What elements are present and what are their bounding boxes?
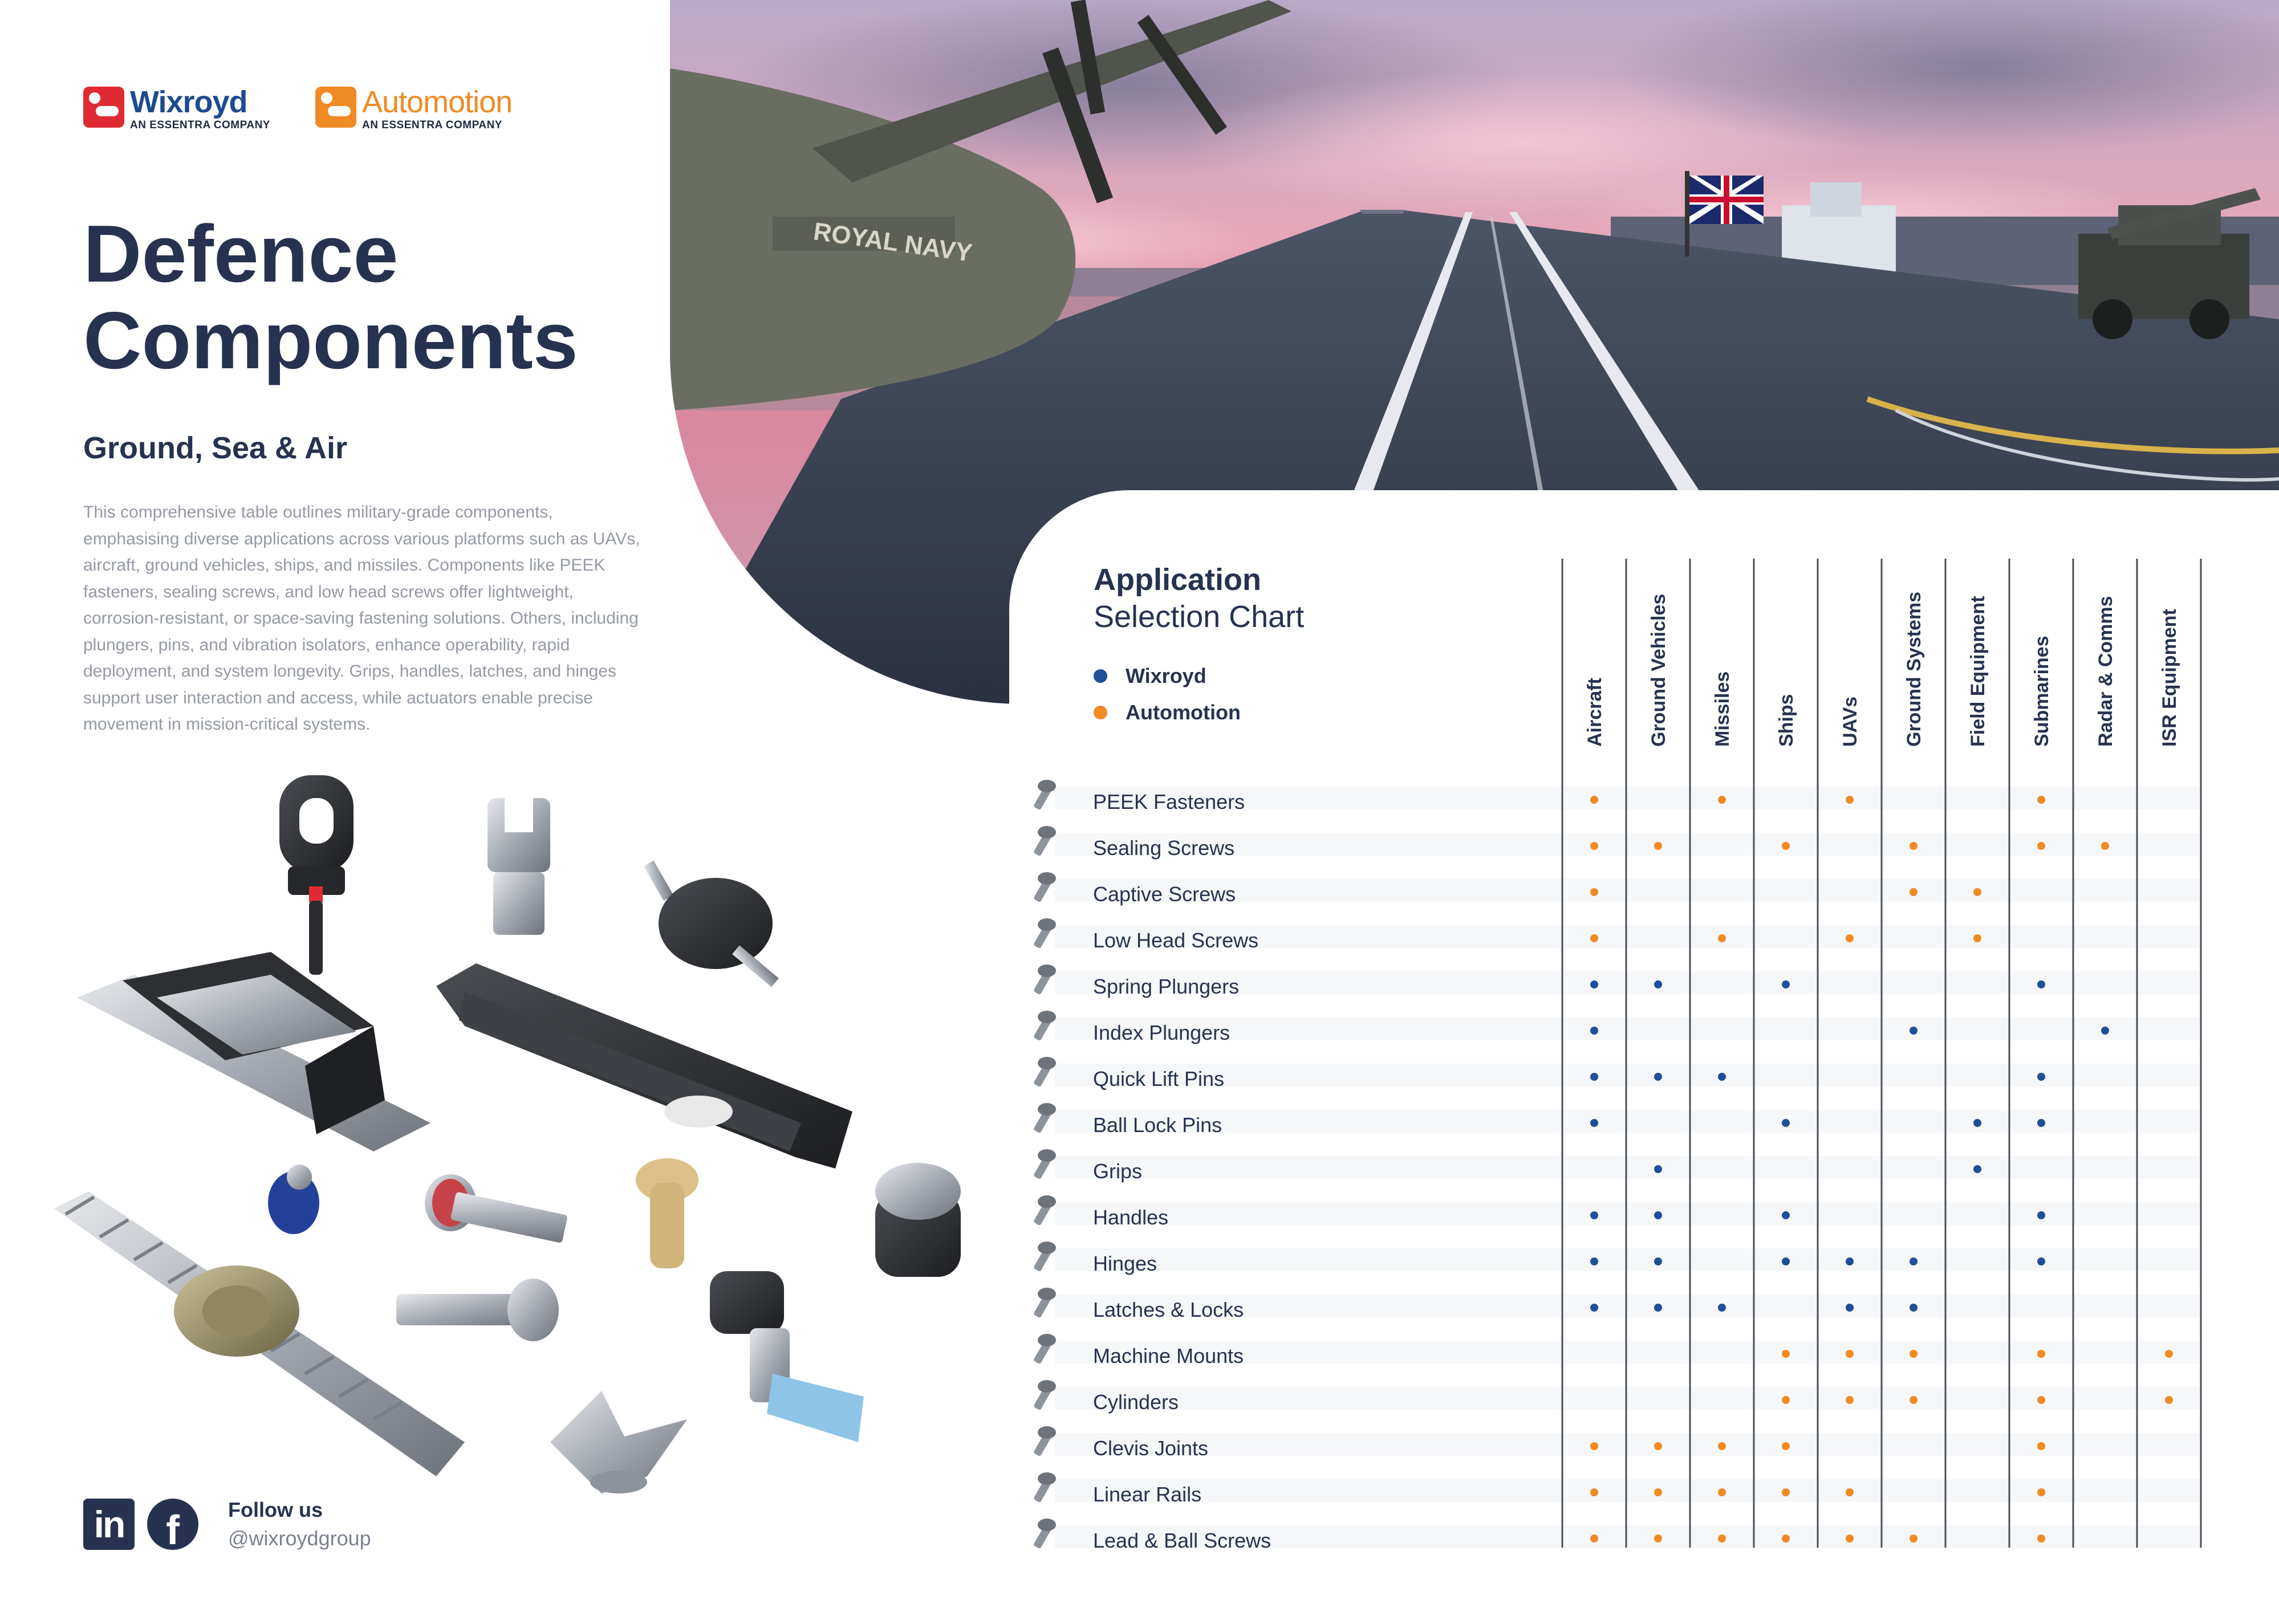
row-label-handles: Handles: [1093, 1206, 1169, 1229]
application-dot: [1590, 1211, 1598, 1219]
product-grip: [550, 1391, 687, 1493]
product-spring-plunger: [268, 1165, 319, 1234]
legend-dot-orange-icon: [1094, 706, 1107, 719]
application-dot: [1590, 1442, 1598, 1450]
row-label-sealing-screws: Sealing Screws: [1093, 836, 1235, 860]
application-dot: [1590, 1535, 1598, 1542]
application-dot: [1846, 1257, 1854, 1265]
legend-item-automotion: [1094, 701, 1241, 725]
application-dot: [1718, 1535, 1726, 1542]
row-label-linear-rails: Linear Rails: [1093, 1483, 1202, 1506]
application-dot: [1910, 1304, 1918, 1312]
application-dot: [1782, 1442, 1790, 1450]
application-dot: [1654, 1488, 1662, 1496]
application-dot: [1718, 1442, 1726, 1450]
application-dot: [1590, 888, 1598, 896]
hero-royal-navy-text: ROYAL NAVY: [811, 217, 974, 267]
row-label-low-head-screws: Low Head Screws: [1093, 929, 1259, 952]
chart-title: Application: [1094, 563, 1261, 597]
follow-us-label: Follow us: [228, 1498, 323, 1521]
application-dot: [1910, 1257, 1918, 1265]
application-dot: [2037, 1442, 2045, 1450]
application-dot: [2037, 1535, 2045, 1542]
automotion-logo[interactable]: [315, 87, 512, 138]
application-dot: [1910, 1535, 1918, 1542]
row-stripe: [1055, 1433, 2201, 1456]
row-label-captive-screws: Captive Screws: [1093, 882, 1236, 906]
column-header-ships: Ships: [1776, 694, 1797, 747]
application-dot: [2037, 980, 2045, 988]
application-dot: [1590, 1304, 1598, 1312]
column-header-submarines: Submarines: [2031, 636, 2053, 747]
application-dot: [1654, 1165, 1662, 1173]
application-dot: [2037, 796, 2045, 804]
application-dot: [2037, 1211, 2045, 1219]
product-collage: [54, 758, 995, 1499]
row-label-quick-lift-pins: Quick Lift Pins: [1093, 1067, 1225, 1090]
application-dot: [1782, 1257, 1790, 1265]
legend-dot-blue-icon: [1094, 669, 1107, 683]
column-header-radar-comms: Radar & Comms: [2095, 596, 2116, 747]
wixroyd-brand-name: Wixroyd: [130, 85, 247, 119]
column-header-field-equipment: Field Equipment: [1967, 596, 1989, 747]
application-dot: [1846, 1396, 1854, 1404]
wixroyd-tagline: AN ESSENTRA COMPANY: [130, 119, 270, 131]
application-dot: [1782, 980, 1790, 988]
application-dot: [1846, 1350, 1854, 1358]
application-dot: [2101, 842, 2109, 850]
row-label-lead-ball-screws: Lead & Ball Screws: [1093, 1529, 1271, 1552]
application-dot: [1718, 796, 1726, 804]
application-dot: [1718, 1304, 1726, 1312]
column-header-uavs: UAVs: [1839, 696, 1861, 747]
application-dot: [2037, 1488, 2045, 1496]
application-dot: [1654, 980, 1662, 988]
application-dot: [1846, 934, 1854, 942]
application-dot: [1973, 934, 1981, 942]
application-dot: [1590, 1257, 1598, 1265]
product-cylinder: [875, 1163, 961, 1277]
application-dot: [1782, 842, 1790, 850]
row-label-grips: Grips: [1093, 1159, 1143, 1183]
application-dot: [2037, 1350, 2045, 1358]
row-label-spring-plungers: Spring Plungers: [1093, 975, 1240, 998]
application-dot: [2037, 1396, 2045, 1404]
column-header-isr-equipment: ISR Equipment: [2159, 609, 2180, 747]
application-dot: [1654, 1073, 1662, 1081]
row-stripe: [1055, 1202, 2201, 1225]
application-dot: [1590, 796, 1598, 804]
automotion-brand-name: Automotion: [362, 85, 513, 119]
row-label-cylinders: Cylinders: [1093, 1390, 1179, 1414]
column-header-ground-systems: Ground Systems: [1903, 591, 1925, 747]
row-stripe: [1055, 1248, 2201, 1271]
application-dot: [1654, 842, 1662, 850]
application-dot: [2037, 1257, 2045, 1265]
linkedin-icon[interactable]: in: [83, 1499, 135, 1550]
application-dot: [1590, 842, 1598, 850]
application-dot: [1654, 1257, 1662, 1265]
application-dot: [1590, 1073, 1598, 1081]
application-dot: [1654, 1535, 1662, 1542]
application-dot: [1590, 1027, 1598, 1035]
product-captive-screw: [396, 1279, 559, 1341]
application-dot: [1910, 1350, 1918, 1358]
application-dot: [1846, 796, 1854, 804]
legend-label: Wixroyd: [1126, 664, 1206, 687]
social-footer: [83, 1498, 371, 1550]
application-dot: [2165, 1350, 2173, 1358]
product-sealing-screw: [425, 1174, 568, 1243]
application-dot: [2101, 1027, 2109, 1035]
application-dot: [1590, 934, 1598, 942]
automotion-tagline: AN ESSENTRA COMPANY: [362, 119, 502, 131]
row-stripe: [1055, 1387, 2201, 1410]
automotion-mark-icon: [315, 87, 356, 128]
application-dot: [1782, 1350, 1790, 1358]
page-title: Defence Components: [83, 209, 578, 386]
product-handle: [436, 963, 852, 1169]
legend-label: Automotion: [1126, 701, 1241, 724]
application-dot: [1782, 1119, 1790, 1127]
application-dot: [1718, 1488, 1726, 1496]
application-dot: [1846, 1488, 1854, 1496]
row-label-hinges: Hinges: [1093, 1252, 1157, 1275]
wixroyd-mark-icon: [83, 87, 124, 128]
product-peek-fastener: [636, 1158, 698, 1268]
row-label-clevis-joints: Clevis Joints: [1093, 1436, 1209, 1460]
application-dot: [1910, 1396, 1918, 1404]
application-dot: [1782, 1396, 1790, 1404]
application-dot: [1973, 1165, 1981, 1173]
application-dot: [1590, 1119, 1598, 1127]
row-stripe: [1055, 1064, 2201, 1086]
application-dot: [1973, 888, 1981, 896]
application-dot: [1973, 1119, 1981, 1127]
facebook-icon[interactable]: f: [147, 1499, 198, 1550]
row-label-machine-mounts: Machine Mounts: [1093, 1344, 1244, 1367]
application-dot: [1846, 1304, 1854, 1312]
application-dot: [1718, 1073, 1726, 1081]
page-description: This comprehensive table outlines military-grade components, emphasising diverse applications across various platforms such as UAVs, aircraft, ground vehicles, ships, and missiles. Components like PEEK fasteners, sealing screws, and low head screws offer lightweight, corrosion-resistant, or space-saving fastening solutions. Others, including plungers, pins, and vibration isolators, enhance operability, rapid deployment, and system longevity. Grips, handles, latches, and hinges support user interaction and access, while actuators enable precise movement in mission-critical systems.: [83, 503, 640, 734]
application-dot: [1846, 1535, 1854, 1542]
row-label-peek-fasteners: PEEK Fasteners: [1093, 790, 1245, 813]
row-label-latches-locks: Latches & Locks: [1093, 1298, 1244, 1321]
column-header-missiles: Missiles: [1712, 671, 1733, 747]
product-linear-rail: [77, 952, 430, 1151]
application-dot: [1910, 842, 1918, 850]
application-dot: [2037, 1119, 2045, 1127]
application-dot: [1910, 1027, 1918, 1035]
row-label-index-plungers: Index Plungers: [1093, 1021, 1230, 1044]
row-stripe: [1055, 1110, 2201, 1133]
application-dot: [2165, 1396, 2173, 1404]
chart-subtitle: Selection Chart: [1094, 600, 1305, 634]
application-dot: [2037, 1073, 2045, 1081]
product-clevis-joint: [488, 781, 550, 935]
application-dot: [1910, 888, 1918, 896]
row-label-ball-lock-pins: Ball Lock Pins: [1093, 1113, 1222, 1137]
column-header-aircraft: Aircraft: [1584, 678, 1606, 747]
application-dot: [2037, 842, 2045, 850]
wixroyd-logo[interactable]: [83, 87, 270, 138]
application-dot: [1782, 1211, 1790, 1219]
application-dot: [1654, 1304, 1662, 1312]
product-lead-screw: [54, 1191, 465, 1476]
page-subtitle: Ground, Sea & Air: [83, 431, 348, 465]
application-dot: [1654, 1211, 1662, 1219]
row-stripe: [1055, 1156, 2201, 1179]
legend-item-wixroyd: [1094, 664, 1206, 688]
row-stripe: [1055, 1479, 2201, 1502]
application-dot: [1718, 934, 1726, 942]
product-lifting-ring: [279, 775, 354, 975]
application-dot: [1782, 1535, 1790, 1542]
application-dot: [1590, 1488, 1598, 1496]
product-latch: [710, 1271, 864, 1442]
application-dot: [1782, 1488, 1790, 1496]
application-dot: [1654, 1442, 1662, 1450]
social-handle[interactable]: @wixroydgroup: [228, 1527, 371, 1550]
product-machine-mount: [644, 861, 779, 987]
column-header-ground-vehicles: Ground Vehicles: [1648, 593, 1669, 747]
application-dot: [1590, 980, 1598, 988]
